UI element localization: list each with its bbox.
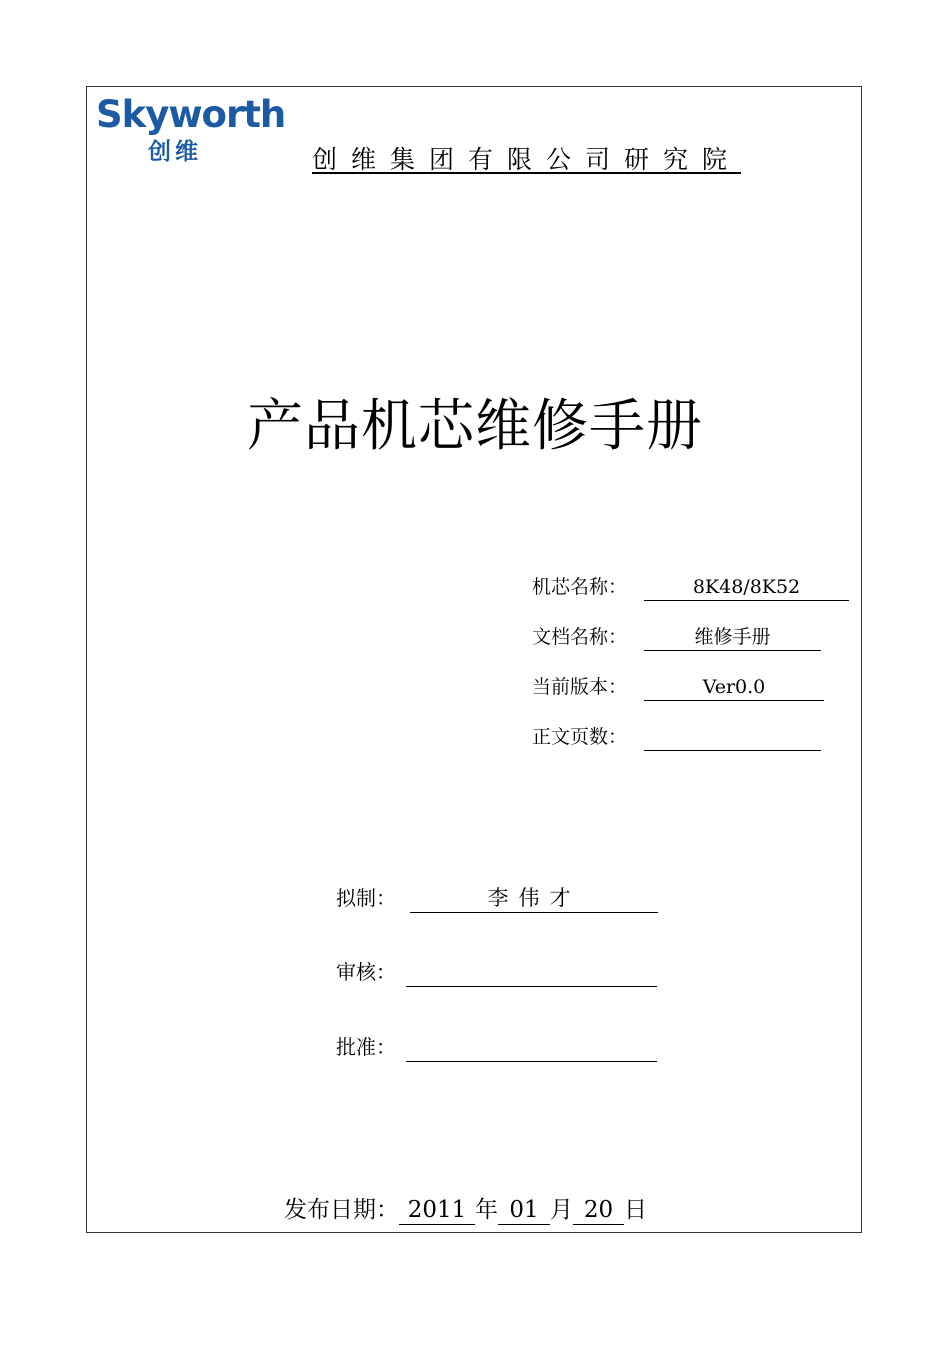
info-value: 维修手册: [644, 622, 821, 651]
signoff-label: 审核：: [336, 960, 396, 984]
info-row-page-count: [532, 722, 627, 752]
release-day: 20: [573, 1193, 624, 1225]
info-row-version: [532, 672, 766, 702]
info-value: [644, 722, 821, 751]
release-date-label: 发布日期：: [284, 1197, 399, 1223]
signoff-value: [406, 1031, 657, 1062]
info-row-doc-name: [532, 622, 771, 652]
info-row-chip-name: [532, 572, 801, 602]
signoff-value: 李伟才: [410, 882, 658, 913]
signoff-row-approved: [336, 1031, 396, 1063]
signoff-value: [406, 956, 657, 987]
info-label: 当前版本：: [532, 676, 628, 698]
release-date: [284, 1193, 647, 1227]
release-year: 2011: [399, 1193, 475, 1225]
info-label: 文档名称：: [532, 626, 628, 648]
info-label: 机芯名称：: [532, 576, 628, 598]
release-month-unit: 月: [550, 1197, 573, 1223]
logo-wordmark-cn: 创维: [148, 139, 202, 165]
signoff-row-reviewed: [336, 956, 396, 988]
release-day-unit: 日: [624, 1197, 647, 1223]
signoff-row-drafted: [336, 882, 581, 914]
skyworth-logo: [96, 92, 286, 172]
organization-name: 创维集团有限公司研究院: [312, 145, 742, 174]
release-month: 01: [498, 1193, 550, 1225]
signoff-label: 批准：: [336, 1035, 396, 1059]
info-label: 正文页数：: [532, 726, 628, 748]
logo-wordmark-en: Skyworth: [96, 93, 286, 136]
info-value: Ver0.0: [644, 672, 824, 701]
signoff-label: 拟制：: [336, 886, 396, 910]
release-year-unit: 年: [475, 1197, 498, 1223]
info-value: 8K48/8K52: [644, 572, 849, 601]
document-title: 产品机芯维修手册: [247, 394, 703, 459]
